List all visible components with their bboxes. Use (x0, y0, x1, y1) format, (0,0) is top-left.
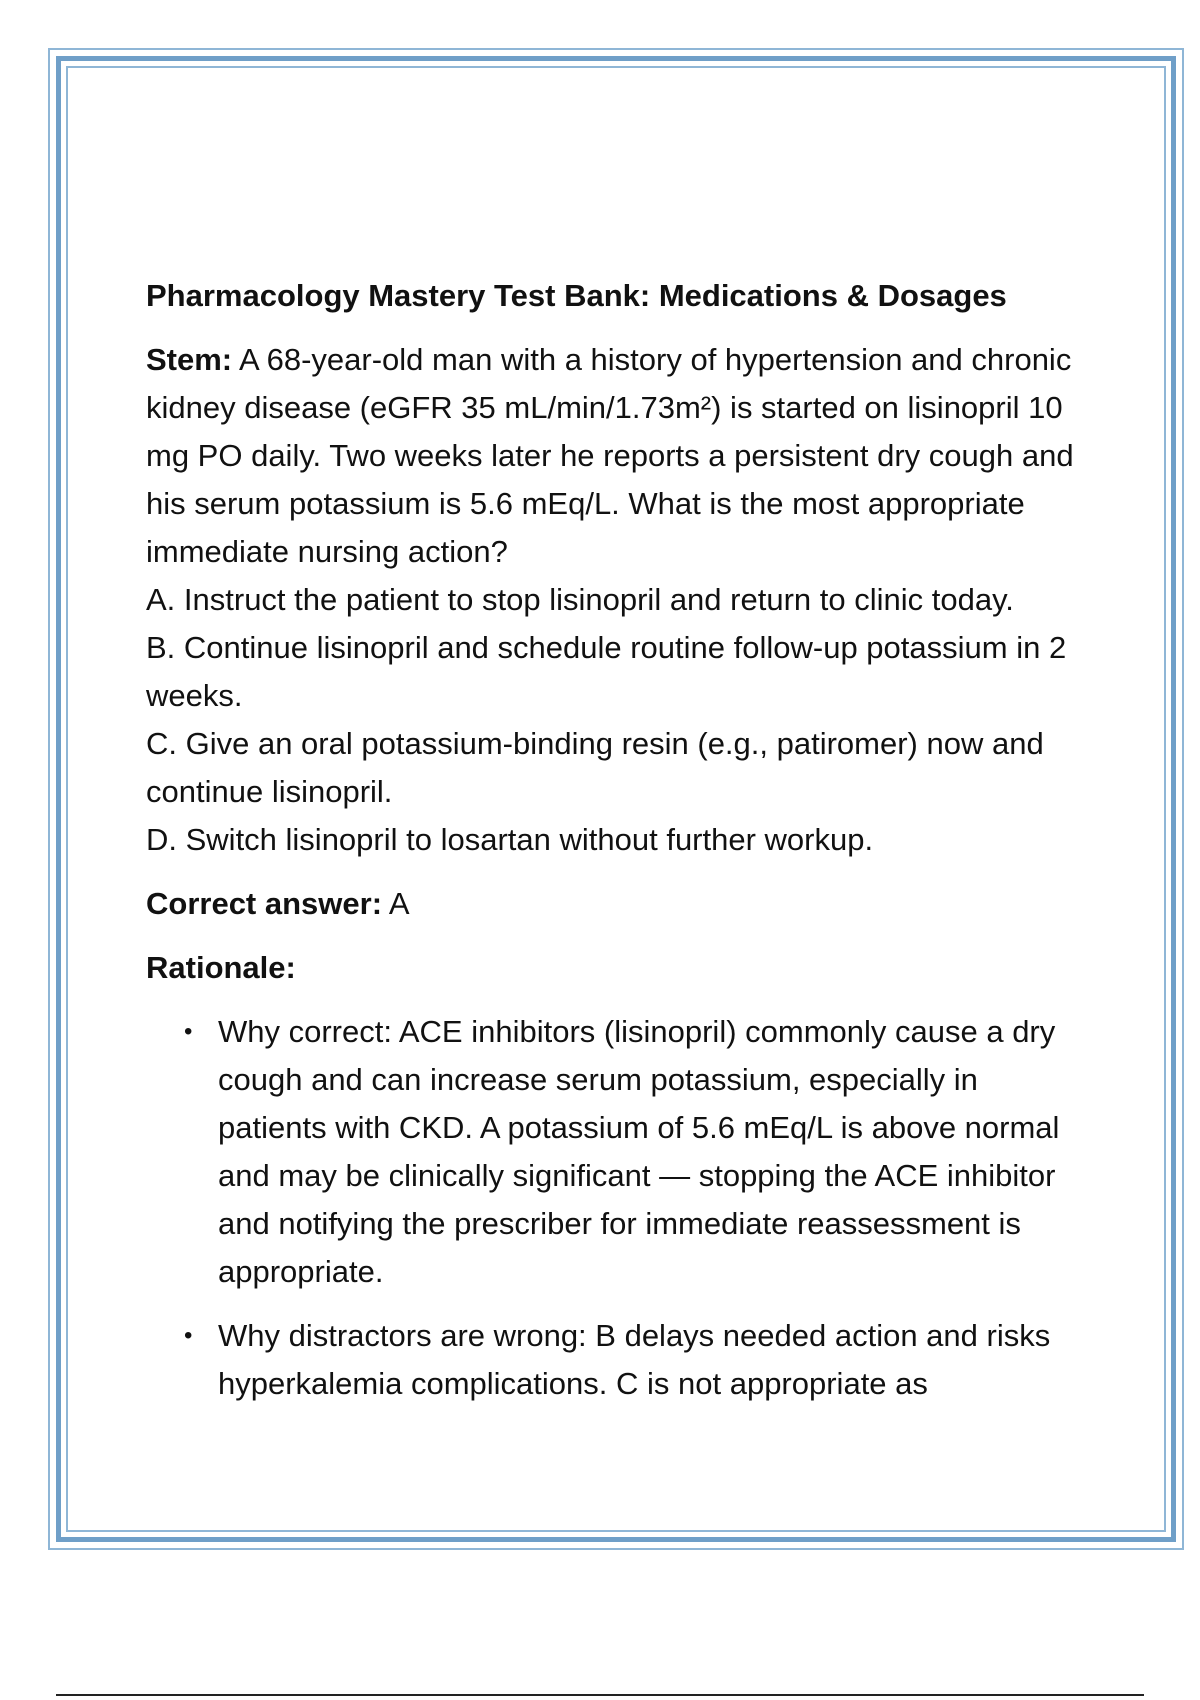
answer-value: A (382, 886, 410, 921)
bottom-divider (56, 1694, 1144, 1696)
correct-answer (146, 880, 1086, 928)
rationale-text: Why correct: ACE inhibitors (lisinopril) commonly cause a dry cough and can increase serum potassium, especially in patients with CKD. A potassium of 5.6 mEq/L is above normal and may be clinically significant — stopping the ACE inhibitor and notifying the prescriber for immediate reassessment is appropriate. (218, 1014, 1060, 1289)
rationale-item (184, 1312, 1086, 1408)
stem-label: Stem: (146, 342, 233, 377)
rationale-text: Why distractors are wrong: B delays needed action and risks hyperkalemia complications. C is not appropriate as (218, 1318, 1051, 1401)
question-stem (146, 336, 1086, 576)
bullet-icon: • (184, 1018, 193, 1045)
answer-options (146, 576, 1086, 864)
question-content (146, 272, 1086, 1424)
option-b: B. Continue lisinopril and schedule routine follow-up potassium in 2 weeks. (146, 630, 1067, 713)
document-title: Pharmacology Mastery Test Bank: Medications & Dosages (146, 278, 1007, 313)
answer-label: Correct answer: (146, 886, 383, 921)
option-a: A. Instruct the patient to stop lisinopril and return to clinic today. (146, 582, 1014, 617)
option-c: C. Give an oral potassium-binding resin (e.g., patiromer) now and continue lisinopril. (146, 726, 1044, 809)
option-d: D. Switch lisinopril to losartan without further workup. (146, 822, 874, 857)
bullet-icon: • (184, 1322, 193, 1349)
rationale-item (184, 1008, 1086, 1296)
rationale-heading: Rationale: (146, 950, 296, 985)
rationale-list (146, 1008, 1086, 1408)
stem-text: A 68-year-old man with a history of hypertension and chronic kidney disease (eGFR 35 mL/min/1.73m²) is started on lisinopril 10 mg PO daily. Two weeks later he reports a persistent dry cough and his serum potassium is 5.6 mEq/L. What is the most appropriate immediate nursing action? (146, 342, 1074, 569)
